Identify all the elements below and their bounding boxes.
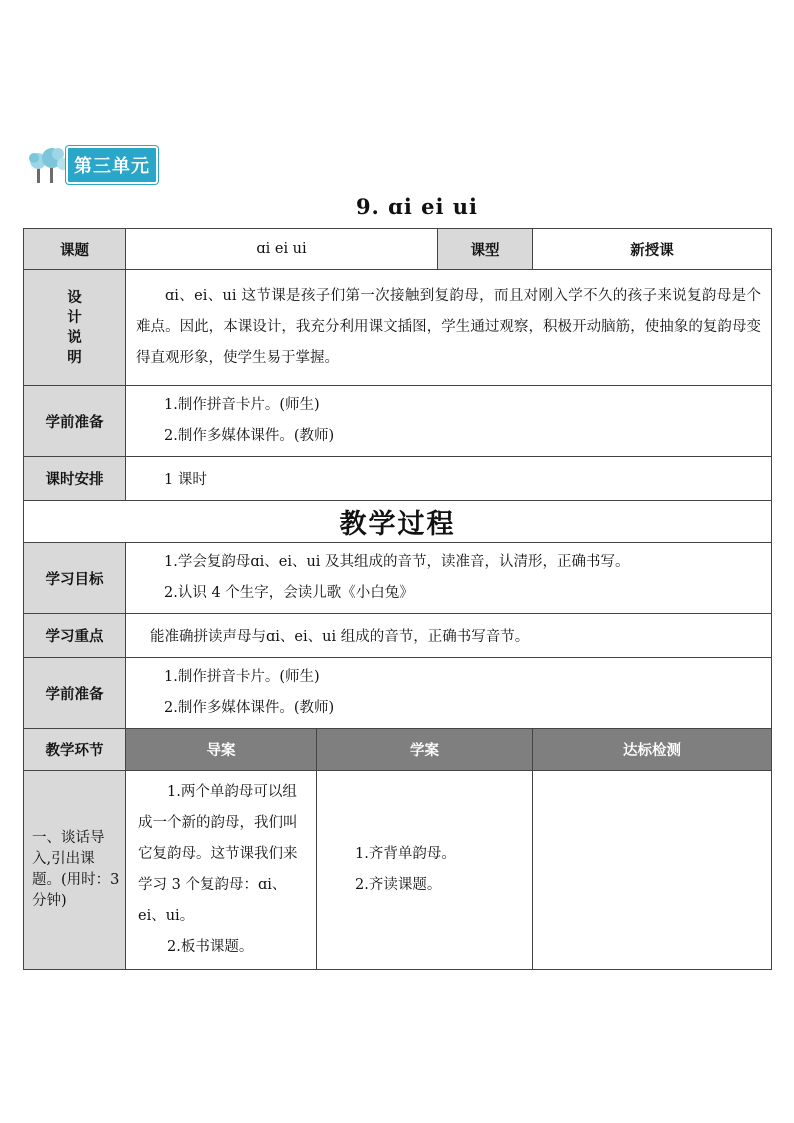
process-heading-row (24, 501, 772, 543)
prep-list (126, 386, 772, 457)
stages-header-row (24, 729, 772, 771)
focus-text: 能准确拼读声母与ɑi、ei、ui 组成的音节，正确书写音节。 (126, 614, 772, 658)
student-header: 学案 (317, 729, 533, 771)
focus-label: 学习重点 (24, 614, 126, 658)
check-cell (533, 771, 772, 970)
goals-row (24, 543, 772, 614)
tree-icon (28, 146, 70, 184)
stage-header: 教学环节 (24, 729, 126, 771)
prep-label: 学前准备 (24, 386, 126, 457)
type-value: 新授课 (533, 229, 772, 270)
schedule-label: 课时安排 (24, 457, 126, 501)
design-label: 设 计 说 明 (24, 270, 126, 386)
unit-badge (28, 146, 158, 184)
unit-label: 第三单元 (66, 146, 158, 184)
schedule-value: 1 课时 (126, 457, 772, 501)
lesson-title: 9. ɑi ei ui (355, 194, 479, 219)
prep-item: 2.制作多媒体课件。(教师) (164, 700, 335, 716)
student-item: 1.齐背单韵母。 (355, 846, 456, 862)
focus-row (24, 614, 772, 658)
lesson-plan-table (23, 228, 772, 970)
process-heading: 教学过程 (24, 501, 772, 543)
prep-row (24, 386, 772, 457)
student-cell (317, 771, 533, 970)
guide-header: 导案 (126, 729, 317, 771)
goals-list (126, 543, 772, 614)
check-header: 达标检测 (533, 729, 772, 771)
topic-row (24, 229, 772, 270)
type-label: 课型 (438, 229, 533, 270)
process-prep-list (126, 658, 772, 729)
guide-item: 2.板书课题。 (167, 939, 254, 955)
guide-cell (126, 771, 317, 970)
goals-label: 学习目标 (24, 543, 126, 614)
process-prep-label: 学前准备 (24, 658, 126, 729)
process-prep-row (24, 658, 772, 729)
topic-value: ɑi ei ui (126, 229, 438, 270)
stage-row (24, 771, 772, 970)
schedule-row (24, 457, 772, 501)
goal-item: 2.认识 4 个生字，会读儿歌《小白兔》 (164, 585, 414, 601)
prep-item: 1.制作拼音卡片。(师生) (164, 669, 320, 685)
prep-item: 2.制作多媒体课件。(教师) (164, 428, 335, 444)
design-text: ɑi、ei、ui 这节课是孩子们第一次接触到复韵母，而且对刚入学不久的孩子来说复韵母是个难点。因此，本课设计，我充分利用课文插图，学生通过观察，积极开动脑筋，使抽象的复韵母变得直观形象，使学生易于掌握。 (126, 270, 772, 386)
design-row (24, 270, 772, 386)
guide-item: 1.两个单韵母可以组成一个新的韵母，我们叫它复韵母。这节课我们来学习 3 个复韵母：ɑi、ei、ui。 (138, 784, 298, 924)
prep-item: 1.制作拼音卡片。(师生) (164, 397, 320, 413)
stage-name: 一、谈话导入,引出课题。(用时：3 分钟) (24, 771, 126, 970)
goal-item: 1.学会复韵母ɑi、ei、ui 及其组成的音节，读准音，认清形，正确书写。 (164, 554, 630, 570)
student-item: 2.齐读课题。 (355, 877, 442, 893)
topic-label: 课题 (24, 229, 126, 270)
